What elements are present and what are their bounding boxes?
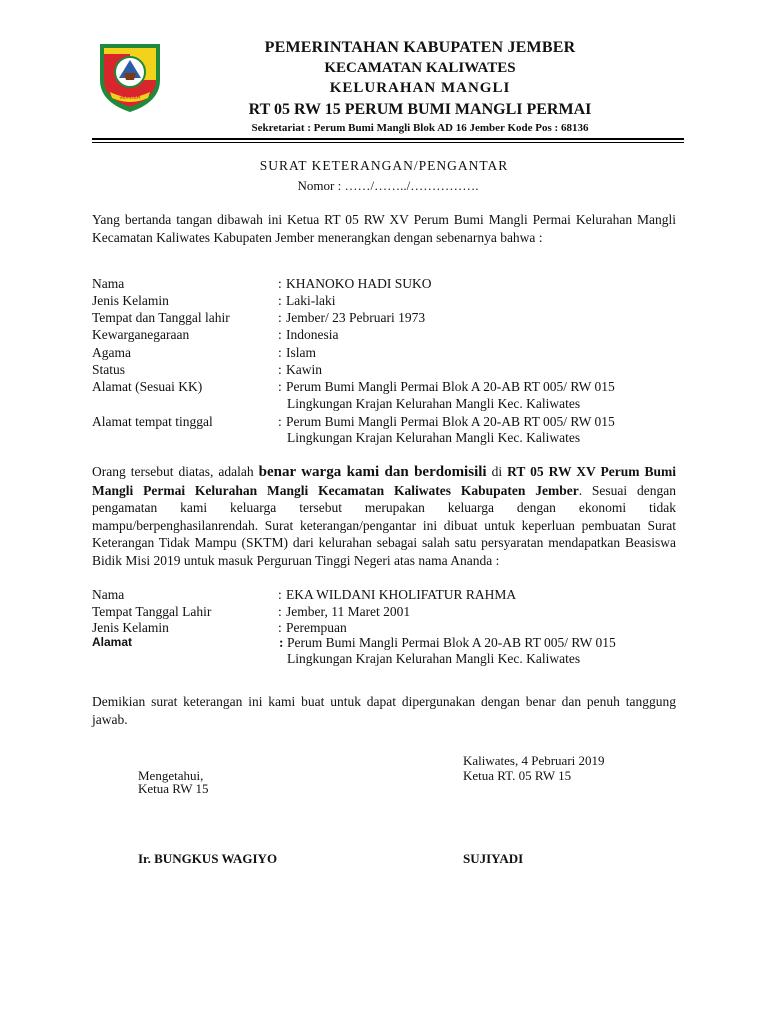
field-label: Kewarganegaraan: [92, 327, 190, 342]
place-date: Kaliwates, 4 Pebruari 2019: [463, 753, 605, 768]
field-label: Nama: [92, 276, 125, 291]
letterhead-address: Sekretariat : Perum Bumi Mangli Blok AD 16 Jember Kode Pos : 68136: [251, 122, 589, 134]
kabupaten-jember-crest-icon: [94, 40, 166, 114]
statement-emphasis: benar warga kami dan berdomisili: [258, 464, 487, 480]
field-label: Alamat tempat tinggal: [92, 414, 213, 429]
field-value: Jember, 11 Maret 2001: [286, 604, 411, 619]
field-label: Jenis Kelamin: [92, 620, 169, 635]
field-value: Indonesia: [286, 327, 339, 342]
field-label: Tempat dan Tanggal lahir: [92, 310, 230, 325]
field-value: EKA WILDANI KHOLIFATUR RAHMA: [286, 587, 517, 602]
field-label: Nama: [92, 587, 125, 602]
field-label: Agama: [92, 345, 131, 360]
letter-title: SURAT KETERANGAN/PENGANTAR: [259, 158, 509, 173]
field-value: Kawin: [286, 362, 322, 377]
statement-text: di: [486, 464, 508, 479]
letter-number: Nomor : ……/……../…………….: [297, 178, 479, 193]
rt-chair-name: SUJIYADI: [463, 851, 524, 866]
statement-address-emphasis: RT 05 RW XV Perum Bumi Mangli Permai Kelurahan Mangli Kecamatan Kaliwates Kabupaten Jember: [92, 464, 676, 498]
intro-paragraph: Yang bertanda tangan dibawah ini Ketua RT 05 RW XV Perum Bumi Mangli Permai Kelurahan Mangli Kecamatan Kaliwates Kabupaten Jember menerangkan dengan sebenarnya bahwa :: [92, 212, 676, 245]
rw-chair-name: Ir. BUNGKUS WAGIYO: [138, 851, 278, 866]
acknowledged-label: Mengetahui,: [138, 768, 204, 783]
statement-text: Orang tersebut diatas, adalah: [92, 464, 259, 479]
field-label: Jenis Kelamin: [92, 293, 169, 308]
statement-paragraph: [92, 463, 676, 569]
field-value: Laki-laki: [286, 293, 336, 308]
closing-paragraph: Demikian surat keterangan ini kami buat untuk dapat dipergunakan dengan benar dan penuh tanggung jawab.: [92, 694, 676, 727]
letterhead-line-4: RT 05 RW 15 PERUM BUMI MANGLI PERMAI: [248, 101, 592, 118]
letterhead-divider-thick: [92, 138, 684, 140]
field-label: Alamat: [92, 635, 133, 649]
field-value: Perempuan: [286, 620, 347, 635]
statement-text: . Sesuai dengan pengamatan kami keluarga tersebut merupakan keluarga dengan ekonomi tidak mampu/berpenghasilanrendah. Surat keterangan/pengantar ini dibuat untuk keperluan pembuatan Surat Keterangan Tidak Mampu (SKTM) dari kelurahan sebagai salah satu persyaratan mendapatkan Beasiswa Bidik Misi 2019 untuk masuk Perguruan Tinggi Negeri atas nama Ananda :: [92, 482, 676, 568]
field-label: Status: [92, 362, 126, 377]
field-label: Alamat (Sesuai KK): [92, 379, 203, 394]
field-label: Tempat Tanggal Lahir: [92, 604, 212, 619]
logo-text: JEMBER: [119, 94, 141, 101]
field-value: KHANOKO HADI SUKO: [286, 276, 432, 291]
rw-chair-title: Ketua RW 15: [138, 781, 209, 796]
letterhead-line-2: KECAMATAN KALIWATES: [324, 60, 516, 76]
field-value: Perum Bumi Mangli Permai Blok A 20-AB RT 005/ RW 015: [286, 414, 615, 429]
letterhead-line-1: PEMERINTAHAN KABUPATEN JEMBER: [264, 39, 576, 56]
field-value: Perum Bumi Mangli Permai Blok A 20-AB RT 005/ RW 015: [287, 635, 616, 650]
field-value: Islam: [286, 345, 316, 360]
letterhead: [180, 38, 660, 136]
rt-chair-title: Ketua RT. 05 RW 15: [463, 768, 572, 783]
letter-page: JEMBER PEMERINTAHAN KABUPATEN JEMBER KECAMATAN KALIWATES KELURAHAN MANGLI RT 05 RW 15 PERUM BUMI MANGLI PERMAI Sekretariat : Perum Bumi Mangli Blok AD 16 Jember Kode Pos : 68136 SURAT KETERANGAN/PENGANTAR Nomor : ……/……../……………. Yang bertanda tangan dibawah ini Ketua RT 05 RW XV Perum Bumi Mangli Permai Kelurahan Mangli Kecamatan Kaliwates Kabupaten Jember menerangkan dengan sebenarnya bahwa : Nama : KHANOKO HADI SUKO Jenis Kelamin : Laki-laki Tempat dan Tanggal lahir : Jember/ 23 Pebruari 1973 Kewarganegaraan : Indonesia Agama : Islam Status : Kawin Alamat (Sesuai KK) : Perum Bumi Mangli Permai Blok A 20-AB RT 005/ RW 015 Lingkungan Krajan Kelurahan Mangli Kec. Kaliwates Alamat tempat tinggal : Perum Bumi Mangli Permai Blok A 20-AB RT 005/ RW 015 Lingkungan Krajan Kelurahan Mangli Kec. Kaliwates Orang tersebut diatas, adalah benar warga kami dan berdomisili di RT 05 RW XV Perum Bumi Mangli Permai Kelurahan Mangli Kecamatan Kaliwates Kabupaten Jember. Sesuai dengan pengamatan kami keluarga tersebut merupakan keluarga dengan ekonomi tidak mampu/berpenghasilanrendah. Surat keterangan/pengantar ini dibuat untuk keperluan pembuatan Surat Keterangan Tidak Mampu (SKTM) dari kelurahan sebagai salah satu persyaratan mendapatkan Beasiswa Bidik Misi 2019 untuk masuk Perguruan Tinggi Negeri atas nama Ananda : Nama : EKA WILDANI KHOLIFATUR RAHMA Tempat Tanggal Lahir : Jember, 11 Maret 2001 Jenis Kelamin : Perempuan Alamat : Perum Bumi Mangli Permai Blok A 20-AB RT 005/ RW 015 Lingkungan Krajan Kelurahan Mangli Kec. Kaliwates Demikian surat keterangan ini kami buat untuk dapat dipergunakan dengan benar dan penuh tanggung jawab. Kaliwates, 4 Pebruari 2019 Mengetahui, Ketua RT. 05 RW 15 Ketua RW 15 Ir. BUNGKUS WAGIYO SUJIYADI: [0, 0, 768, 1024]
letterhead-divider-thin: [92, 142, 684, 143]
field-value-continuation: Lingkungan Krajan Kelurahan Mangli Kec. Kaliwates: [287, 396, 581, 411]
field-value-continuation: Lingkungan Krajan Kelurahan Mangli Kec. Kaliwates: [287, 430, 581, 445]
letterhead-line-3: KELURAHAN MANGLI: [329, 80, 511, 96]
field-value: Perum Bumi Mangli Permai Blok A 20-AB RT 005/ RW 015: [286, 379, 615, 394]
field-value: Jember/ 23 Pebruari 1973: [286, 310, 426, 325]
field-value-continuation: Lingkungan Krajan Kelurahan Mangli Kec. Kaliwates: [287, 651, 581, 666]
